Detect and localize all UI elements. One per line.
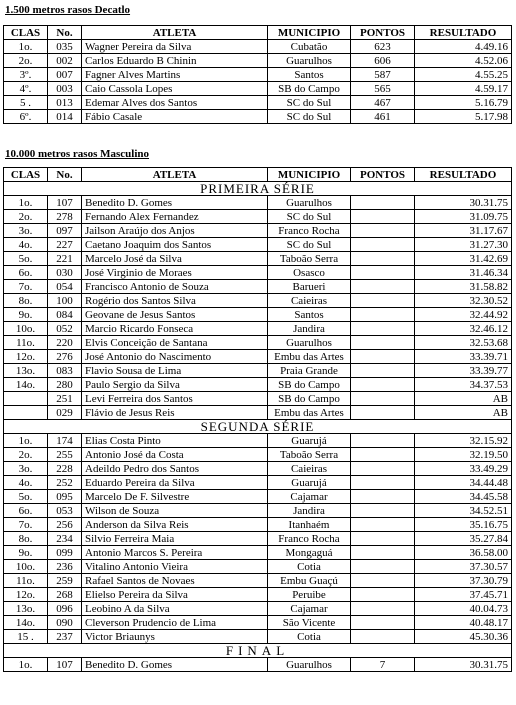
result-cell: 45.30.36: [415, 630, 512, 644]
table-row: [4, 110, 512, 124]
points-cell: [351, 588, 415, 602]
table-row: [4, 392, 512, 406]
municipality-cell: Franco Rocha: [268, 532, 351, 546]
clas-cell: 9o.: [4, 546, 48, 560]
table-row: [4, 238, 512, 252]
series-header-row: [4, 644, 512, 658]
clas-cell: 5o.: [4, 252, 48, 266]
table-row: [4, 546, 512, 560]
clas-cell: 1o.: [4, 196, 48, 210]
clas-cell: 5o.: [4, 490, 48, 504]
municipality-cell: Cotia: [268, 630, 351, 644]
clas-cell: 11o.: [4, 574, 48, 588]
result-cell: 5.16.79: [415, 96, 512, 110]
result-cell: 33.39.71: [415, 350, 512, 364]
number-cell: 097: [48, 224, 82, 238]
table-row: [4, 322, 512, 336]
result-cell: 40.48.17: [415, 616, 512, 630]
municipality-cell: SB do Campo: [268, 378, 351, 392]
points-cell: [351, 462, 415, 476]
number-cell: 007: [48, 68, 82, 82]
athlete-cell: Elvis Conceição de Santana: [82, 336, 268, 350]
points-cell: [351, 350, 415, 364]
number-cell: 083: [48, 364, 82, 378]
table-row: [4, 434, 512, 448]
result-cell: 37.30.79: [415, 574, 512, 588]
municipality-cell: Embu das Artes: [268, 350, 351, 364]
number-cell: 053: [48, 504, 82, 518]
clas-cell: 12o.: [4, 350, 48, 364]
athlete-cell: Anderson da Silva Reis: [82, 518, 268, 532]
points-cell: [351, 532, 415, 546]
table-row: [4, 406, 512, 420]
table-row: [4, 68, 512, 82]
result-cell: 31.42.69: [415, 252, 512, 266]
athlete-cell: Silvio Ferreira Maia: [82, 532, 268, 546]
number-cell: 255: [48, 448, 82, 462]
result-cell: 33.39.77: [415, 364, 512, 378]
athlete-cell: Vitalino Antonio Vieira: [82, 560, 268, 574]
athlete-cell: Carlos Eduardo B Chinin: [82, 54, 268, 68]
clas-cell: 1o.: [4, 434, 48, 448]
points-cell: 623: [351, 40, 415, 54]
table-row: [4, 616, 512, 630]
points-cell: [351, 476, 415, 490]
points-cell: [351, 196, 415, 210]
municipality-cell: Taboão Serra: [268, 448, 351, 462]
municipality-cell: Guarujá: [268, 434, 351, 448]
number-cell: 259: [48, 574, 82, 588]
clas-cell: 6o.: [4, 266, 48, 280]
points-cell: 7: [351, 658, 415, 672]
clas-cell: 2o.: [4, 448, 48, 462]
municipality-cell: Jandira: [268, 504, 351, 518]
number-cell: 054: [48, 280, 82, 294]
column-header: RESULTADO: [415, 26, 512, 40]
athlete-cell: Caetano Joaquim dos Santos: [82, 238, 268, 252]
number-cell: 278: [48, 210, 82, 224]
number-cell: 221: [48, 252, 82, 266]
points-cell: [351, 602, 415, 616]
municipality-cell: Caieiras: [268, 462, 351, 476]
result-cell: AB: [415, 392, 512, 406]
number-cell: 014: [48, 110, 82, 124]
table-row: [4, 308, 512, 322]
result-cell: 31.58.82: [415, 280, 512, 294]
points-cell: [351, 224, 415, 238]
result-cell: 34.37.53: [415, 378, 512, 392]
clas-cell: 3o.: [4, 224, 48, 238]
athlete-cell: Flavio Sousa de Lima: [82, 364, 268, 378]
results-table-10000m: [3, 167, 512, 672]
clas-cell: 3o.: [4, 462, 48, 476]
athlete-cell: Benedito D. Gomes: [82, 196, 268, 210]
table-row: [4, 630, 512, 644]
table-row: [4, 448, 512, 462]
athlete-cell: Marcelo José da Silva: [82, 252, 268, 266]
athlete-cell: Francisco Antonio de Souza: [82, 280, 268, 294]
number-cell: 030: [48, 266, 82, 280]
points-cell: 565: [351, 82, 415, 96]
series-header-row: [4, 182, 512, 196]
number-cell: 090: [48, 616, 82, 630]
clas-cell: [4, 392, 48, 406]
municipality-cell: Peruibe: [268, 588, 351, 602]
municipality-cell: Guarulhos: [268, 336, 351, 350]
result-cell: 32.46.12: [415, 322, 512, 336]
number-cell: 029: [48, 406, 82, 420]
points-cell: [351, 574, 415, 588]
number-cell: 084: [48, 308, 82, 322]
number-cell: 013: [48, 96, 82, 110]
table-row: [4, 378, 512, 392]
clas-cell: [4, 406, 48, 420]
table-row: [4, 210, 512, 224]
result-cell: 34.44.48: [415, 476, 512, 490]
number-cell: 276: [48, 350, 82, 364]
result-cell: 32.19.50: [415, 448, 512, 462]
result-cell: 37.45.71: [415, 588, 512, 602]
result-cell: 4.55.25: [415, 68, 512, 82]
series-title: SEGUNDA SÉRIE: [4, 420, 512, 434]
points-cell: [351, 336, 415, 350]
result-cell: 32.53.68: [415, 336, 512, 350]
clas-cell: 13o.: [4, 364, 48, 378]
athlete-cell: Fagner Alves Martins: [82, 68, 268, 82]
municipality-cell: Cubatão: [268, 40, 351, 54]
result-cell: 34.45.58: [415, 490, 512, 504]
points-cell: [351, 280, 415, 294]
number-cell: 236: [48, 560, 82, 574]
number-cell: 002: [48, 54, 82, 68]
column-header: CLAS: [4, 168, 48, 182]
table-header-row: [4, 26, 512, 40]
athlete-cell: Benedito D. Gomes: [82, 658, 268, 672]
number-cell: 252: [48, 476, 82, 490]
clas-cell: 11o.: [4, 336, 48, 350]
table-row: [4, 504, 512, 518]
column-header: RESULTADO: [415, 168, 512, 182]
municipality-cell: Cotia: [268, 560, 351, 574]
clas-cell: 5 .: [4, 96, 48, 110]
athlete-cell: Paulo Sergio da Silva: [82, 378, 268, 392]
number-cell: 100: [48, 294, 82, 308]
municipality-cell: Cajamar: [268, 602, 351, 616]
table-row: [4, 54, 512, 68]
number-cell: 174: [48, 434, 82, 448]
table-row: [4, 658, 512, 672]
municipality-cell: Osasco: [268, 266, 351, 280]
table-row: [4, 588, 512, 602]
table-header-row: [4, 168, 512, 182]
points-cell: [351, 434, 415, 448]
athlete-cell: Adeildo Pedro dos Santos: [82, 462, 268, 476]
table-row: [4, 574, 512, 588]
points-cell: [351, 518, 415, 532]
athlete-cell: Rafael Santos de Novaes: [82, 574, 268, 588]
result-cell: 32.44.92: [415, 308, 512, 322]
municipality-cell: SC do Sul: [268, 96, 351, 110]
table-row: [4, 518, 512, 532]
municipality-cell: Santos: [268, 308, 351, 322]
clas-cell: 7o.: [4, 518, 48, 532]
points-cell: [351, 364, 415, 378]
number-cell: 035: [48, 40, 82, 54]
athlete-cell: Marcio Ricardo Fonseca: [82, 322, 268, 336]
table-row: [4, 82, 512, 96]
table-row: [4, 336, 512, 350]
result-cell: 31.46.34: [415, 266, 512, 280]
clas-cell: 10o.: [4, 560, 48, 574]
result-cell: 31.17.67: [415, 224, 512, 238]
table-row: [4, 364, 512, 378]
table-row: [4, 462, 512, 476]
column-header: ATLETA: [82, 26, 268, 40]
result-cell: 30.31.75: [415, 658, 512, 672]
clas-cell: 7o.: [4, 280, 48, 294]
points-cell: [351, 266, 415, 280]
number-cell: 228: [48, 462, 82, 476]
table-row: [4, 490, 512, 504]
points-cell: [351, 630, 415, 644]
number-cell: 095: [48, 490, 82, 504]
result-cell: 33.49.29: [415, 462, 512, 476]
result-cell: 32.15.92: [415, 434, 512, 448]
athlete-cell: Antonio Marcos S. Pereira: [82, 546, 268, 560]
table-row: [4, 560, 512, 574]
result-cell: 35.27.84: [415, 532, 512, 546]
section-title-1500m: 1.500 metros rasos Decatlo: [5, 4, 131, 16]
athlete-cell: Rogério dos Santos Silva: [82, 294, 268, 308]
table-row: [4, 532, 512, 546]
clas-cell: 2o.: [4, 54, 48, 68]
municipality-cell: SB do Campo: [268, 392, 351, 406]
number-cell: 099: [48, 546, 82, 560]
number-cell: 268: [48, 588, 82, 602]
athlete-cell: Edemar Alves dos Santos: [82, 96, 268, 110]
result-cell: 30.31.75: [415, 196, 512, 210]
results-table-1500m: [3, 25, 512, 124]
points-cell: [351, 490, 415, 504]
column-header: ATLETA: [82, 168, 268, 182]
athlete-cell: Eduardo Pereira da Silva: [82, 476, 268, 490]
table-row: [4, 476, 512, 490]
clas-cell: 1o.: [4, 40, 48, 54]
table-row: [4, 266, 512, 280]
series-header-row: [4, 420, 512, 434]
clas-cell: 4o.: [4, 476, 48, 490]
result-cell: 31.27.30: [415, 238, 512, 252]
clas-cell: 15 .: [4, 630, 48, 644]
athlete-cell: Levi Ferreira dos Santos: [82, 392, 268, 406]
table-row: [4, 252, 512, 266]
result-cell: 32.30.52: [415, 294, 512, 308]
clas-cell: 10o.: [4, 322, 48, 336]
municipality-cell: Barueri: [268, 280, 351, 294]
table-row: [4, 280, 512, 294]
athlete-cell: Wilson de Souza: [82, 504, 268, 518]
municipality-cell: SB do Campo: [268, 82, 351, 96]
clas-cell: 8o.: [4, 532, 48, 546]
athlete-cell: Victor Briaunys: [82, 630, 268, 644]
municipality-cell: Taboão Serra: [268, 252, 351, 266]
result-cell: 31.09.75: [415, 210, 512, 224]
column-header: PONTOS: [351, 168, 415, 182]
athlete-cell: Cleverson Prudencio de Lima: [82, 616, 268, 630]
number-cell: 220: [48, 336, 82, 350]
athlete-cell: Jailson Araújo dos Anjos: [82, 224, 268, 238]
table-row: [4, 350, 512, 364]
clas-cell: 6o.: [4, 504, 48, 518]
athlete-cell: Leobino A da Silva: [82, 602, 268, 616]
points-cell: 606: [351, 54, 415, 68]
number-cell: 234: [48, 532, 82, 546]
clas-cell: 9o.: [4, 308, 48, 322]
number-cell: 237: [48, 630, 82, 644]
points-cell: [351, 308, 415, 322]
points-cell: [351, 406, 415, 420]
municipality-cell: Itanhaém: [268, 518, 351, 532]
points-cell: [351, 294, 415, 308]
athlete-cell: Marcelo De F. Silvestre: [82, 490, 268, 504]
clas-cell: 6º.: [4, 110, 48, 124]
municipality-cell: Cajamar: [268, 490, 351, 504]
municipality-cell: Caieiras: [268, 294, 351, 308]
municipality-cell: Mongaguá: [268, 546, 351, 560]
result-cell: 37.30.57: [415, 560, 512, 574]
number-cell: 003: [48, 82, 82, 96]
municipality-cell: Santos: [268, 68, 351, 82]
clas-cell: 1o.: [4, 658, 48, 672]
result-cell: 34.52.51: [415, 504, 512, 518]
series-title: FINAL: [4, 644, 512, 658]
result-cell: 40.04.73: [415, 602, 512, 616]
municipality-cell: São Vicente: [268, 616, 351, 630]
points-cell: [351, 322, 415, 336]
table-row: [4, 602, 512, 616]
clas-cell: 14o.: [4, 616, 48, 630]
points-cell: [351, 238, 415, 252]
athlete-cell: Fernando Alex Fernandez: [82, 210, 268, 224]
points-cell: [351, 392, 415, 406]
points-cell: [351, 252, 415, 266]
athlete-cell: José Antonio do Nascimento: [82, 350, 268, 364]
points-cell: [351, 546, 415, 560]
municipality-cell: SC do Sul: [268, 210, 351, 224]
municipality-cell: Guarulhos: [268, 196, 351, 210]
athlete-cell: Wagner Pereira da Silva: [82, 40, 268, 54]
number-cell: 227: [48, 238, 82, 252]
athlete-cell: Antonio José da Costa: [82, 448, 268, 462]
number-cell: 251: [48, 392, 82, 406]
result-cell: 4.59.17: [415, 82, 512, 96]
municipality-cell: Embu das Artes: [268, 406, 351, 420]
series-title: PRIMEIRA SÉRIE: [4, 182, 512, 196]
clas-cell: 4º.: [4, 82, 48, 96]
points-cell: [351, 448, 415, 462]
municipality-cell: Jandira: [268, 322, 351, 336]
column-header: MUNICIPIO: [268, 26, 351, 40]
points-cell: [351, 210, 415, 224]
table-row: [4, 96, 512, 110]
result-cell: AB: [415, 406, 512, 420]
table-row: [4, 40, 512, 54]
result-cell: 5.17.98: [415, 110, 512, 124]
athlete-cell: Elielso Pereira da Silva: [82, 588, 268, 602]
number-cell: 052: [48, 322, 82, 336]
result-cell: 36.58.00: [415, 546, 512, 560]
section-title-10000m: 10.000 metros rasos Masculino: [5, 148, 150, 160]
athlete-cell: Elias Costa Pinto: [82, 434, 268, 448]
athlete-cell: Geovane de Jesus Santos: [82, 308, 268, 322]
clas-cell: 8o.: [4, 294, 48, 308]
clas-cell: 12o.: [4, 588, 48, 602]
municipality-cell: Praia Grande: [268, 364, 351, 378]
result-cell: 4.52.06: [415, 54, 512, 68]
result-cell: 35.16.75: [415, 518, 512, 532]
table-row: [4, 196, 512, 210]
points-cell: [351, 560, 415, 574]
clas-cell: 14o.: [4, 378, 48, 392]
athlete-cell: Caio Cassola Lopes: [82, 82, 268, 96]
clas-cell: 4o.: [4, 238, 48, 252]
municipality-cell: Franco Rocha: [268, 224, 351, 238]
column-header: CLAS: [4, 26, 48, 40]
points-cell: [351, 504, 415, 518]
table-row: [4, 294, 512, 308]
athlete-cell: Fábio Casale: [82, 110, 268, 124]
clas-cell: 3º.: [4, 68, 48, 82]
number-cell: 107: [48, 658, 82, 672]
municipality-cell: SC do Sul: [268, 110, 351, 124]
column-header: No.: [48, 26, 82, 40]
municipality-cell: Guarulhos: [268, 54, 351, 68]
municipality-cell: SC do Sul: [268, 238, 351, 252]
number-cell: 096: [48, 602, 82, 616]
number-cell: 280: [48, 378, 82, 392]
number-cell: 107: [48, 196, 82, 210]
column-header: PONTOS: [351, 26, 415, 40]
points-cell: [351, 616, 415, 630]
points-cell: 587: [351, 68, 415, 82]
table-row: [4, 224, 512, 238]
points-cell: [351, 378, 415, 392]
number-cell: 256: [48, 518, 82, 532]
column-header: MUNICIPIO: [268, 168, 351, 182]
points-cell: 461: [351, 110, 415, 124]
athlete-cell: José Virginio de Moraes: [82, 266, 268, 280]
result-cell: 4.49.16: [415, 40, 512, 54]
municipality-cell: Guarulhos: [268, 658, 351, 672]
clas-cell: 13o.: [4, 602, 48, 616]
athlete-cell: Flávio de Jesus Reis: [82, 406, 268, 420]
column-header: No.: [48, 168, 82, 182]
points-cell: 467: [351, 96, 415, 110]
clas-cell: 2o.: [4, 210, 48, 224]
municipality-cell: Embu Guaçú: [268, 574, 351, 588]
municipality-cell: Guarujá: [268, 476, 351, 490]
